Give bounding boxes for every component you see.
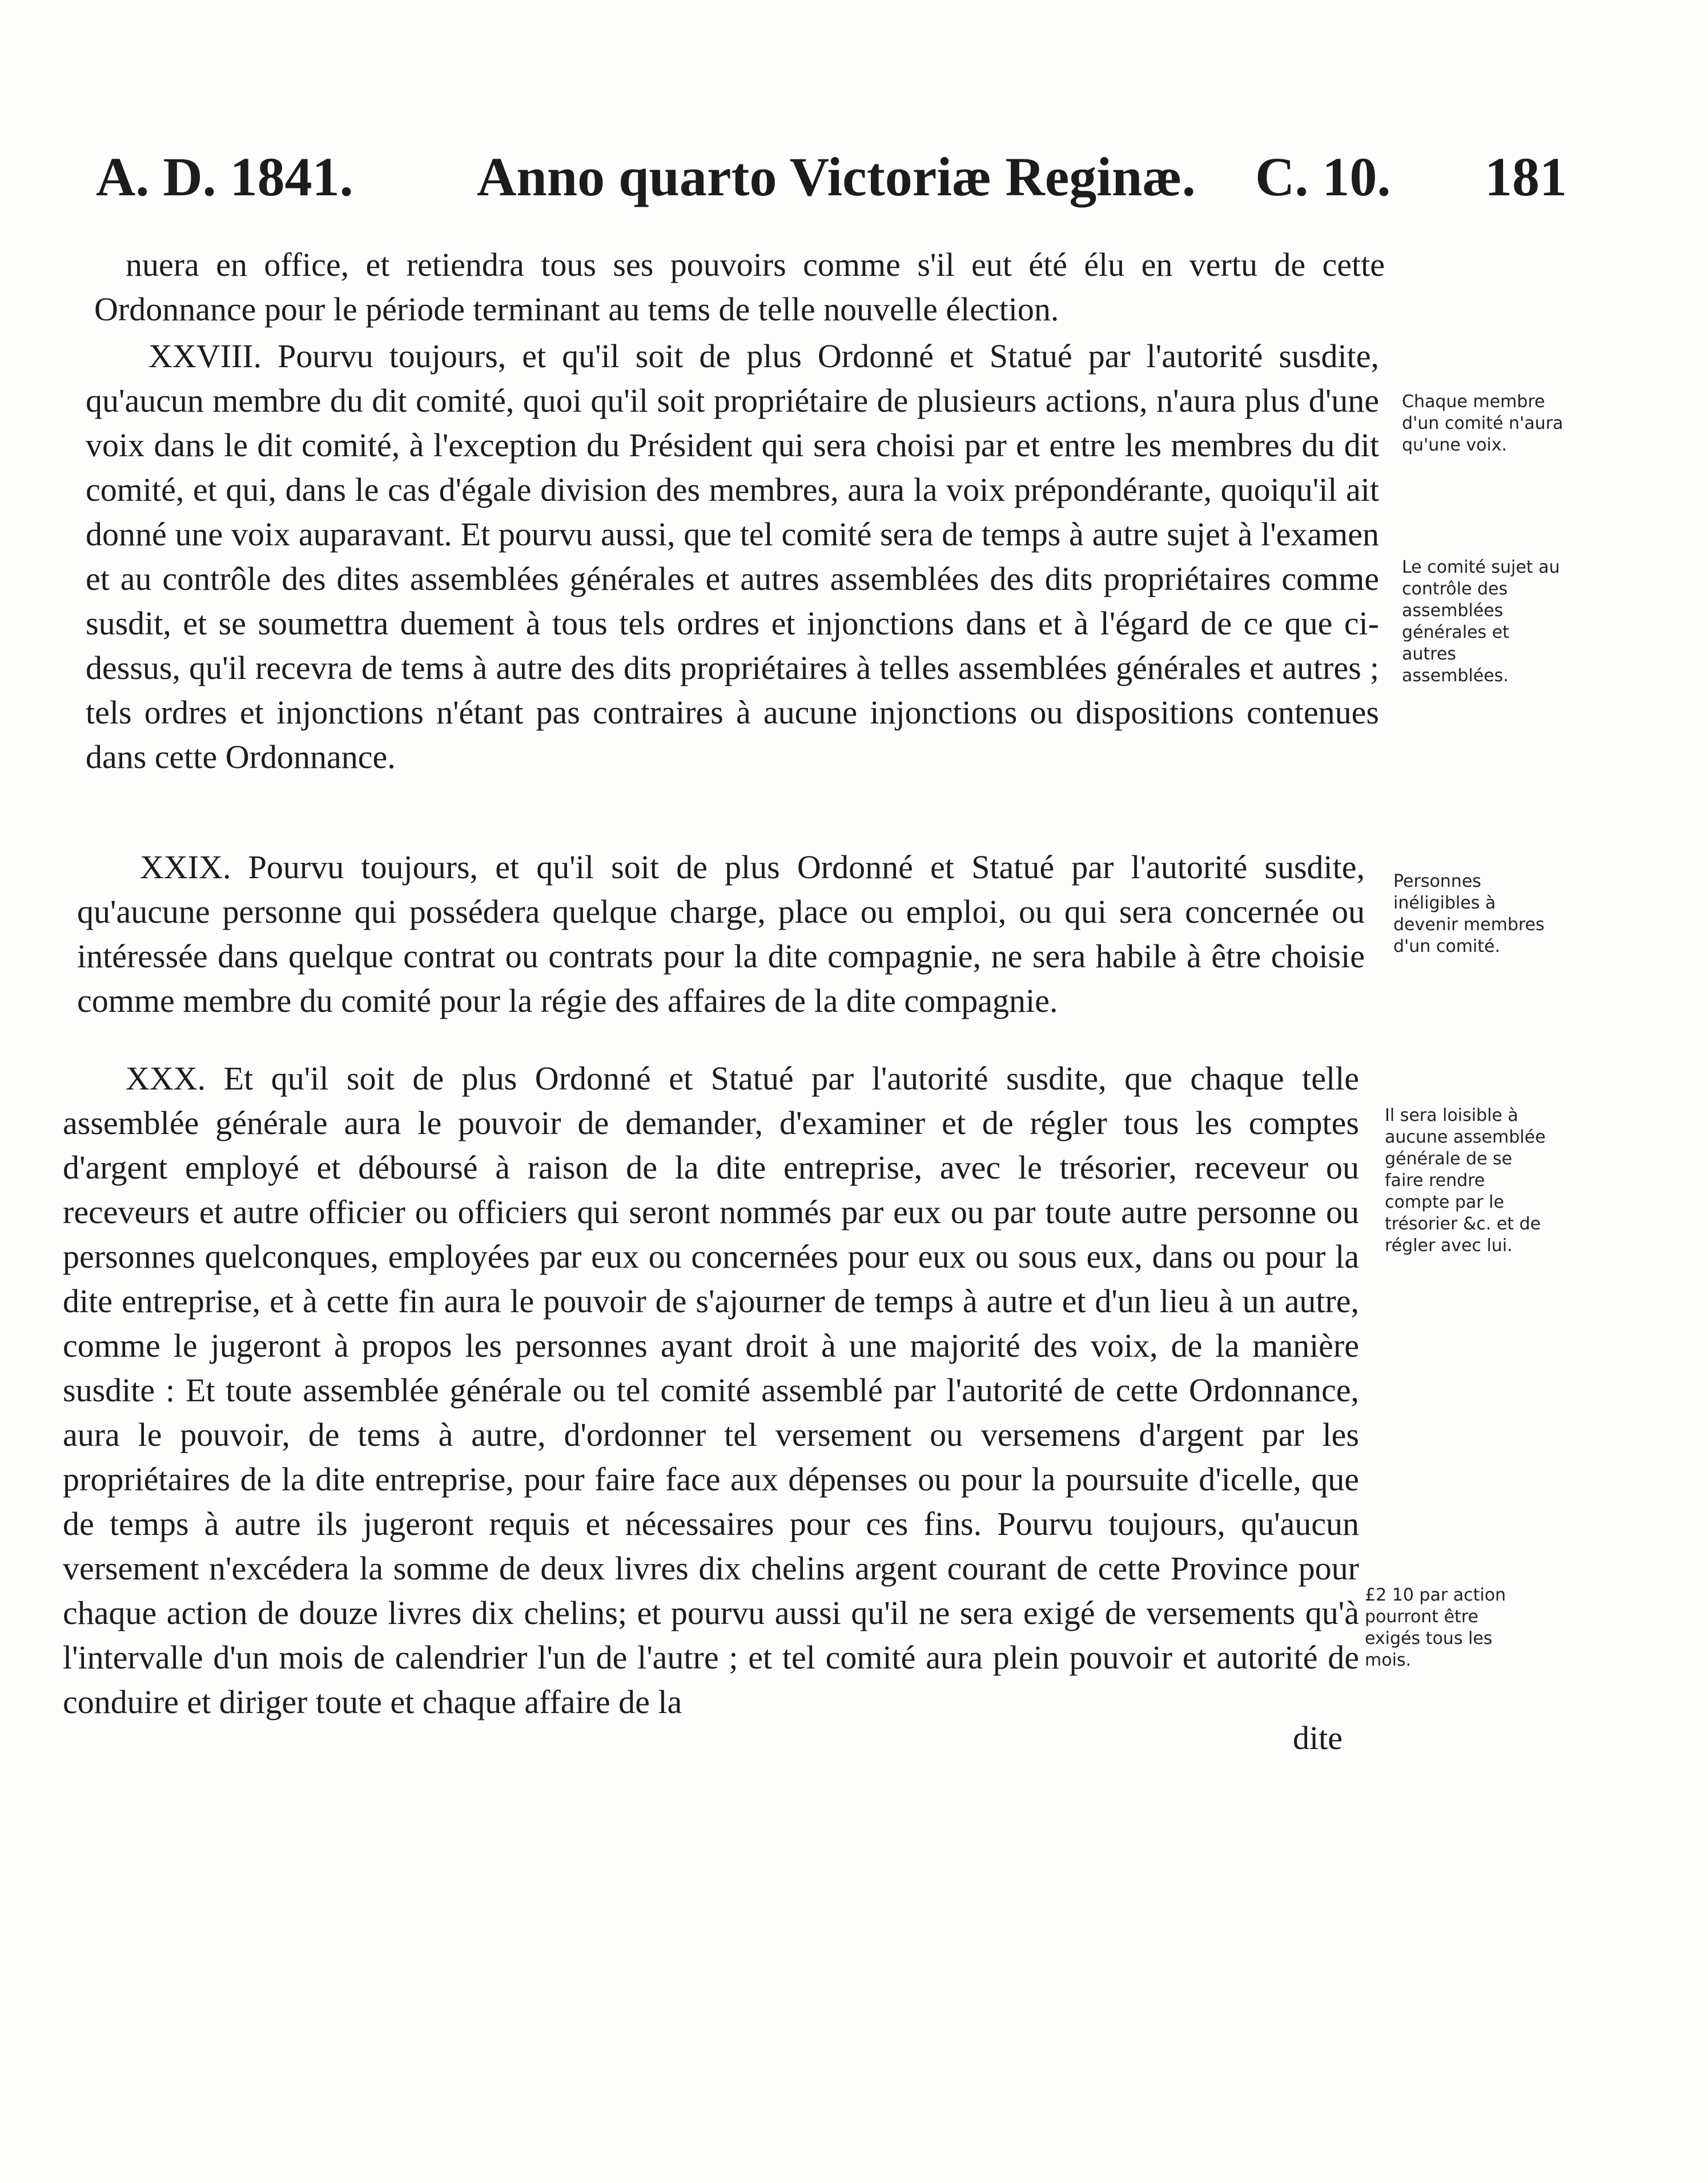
catchword: dite — [1293, 1719, 1343, 1756]
opening-text: nuera en office, et retiendra tous ses pouvoirs comme s'il eut été élu en vertu de cette Ordonnance pour le période terminant au tems de telle nouvelle élection. — [94, 246, 1385, 328]
margin-note: £2 10 par action pourront être exigés tous les mois. — [1365, 1585, 1506, 1670]
header-title: Anno quarto Victoriæ Reginæ. — [477, 146, 1196, 207]
margin-note: Le comité sujet au contrôle des assemblées générales et autres assemblées. — [1402, 557, 1560, 686]
section-text: Et qu'il soit de plus Ordonné et Statué par l'autorité susdite, que chaque telle assemblée générale aura le pouvoir de demander, d'examiner et de régler tous les comptes d'argent employé et déboursé à raison de la dite entreprise, avec le trésorier, receveur ou receveurs et autre officier ou officiers qui seront nommés par eux ou par toute autre personne ou personnes quelconques, employées par eux ou concernées pour eux ou sous eux, dans ou pour la dite entreprise, et à cette fin aura le pouvoir de s'ajourner de temps à autre et d'un lieu à un autre, comme le jugeront à propos les personnes ayant droit à une majorité des voix, de la manière susdite : Et toute assemblée générale ou tel comité assemblé par l'autorité de cette Ordonnance, aura le pouvoir, de tems à autre, d'ordonner tel versement ou versemens d'argent par les propriétaires de la dite entreprise, pour faire face aux dépenses ou pour la poursuite d'icelle, que de temps à autre ils jugeront requis et nécessaires pour ces fins. Pourvu toujours, qu'aucun versement n'excédera la somme de deux livres dix chelins argent courant de cette Province pour chaque action de douze livres dix chelins; et pourvu aussi qu'il ne sera exigé de versements qu'à l'intervalle d'un mois de calendrier l'un de l'autre ; et tel comité aura plein pouvoir et autorité de conduire et diriger toute et chaque affaire de la — [63, 1060, 1359, 1720]
section-number: XXIX. — [140, 849, 231, 886]
section-28 — [86, 334, 1379, 779]
section-text: Pourvu toujours, et qu'il soit de plus Ordonné et Statué par l'autorité susdite, qu'aucun membre du dit comité, quoi qu'il soit propriétaire de plusieurs actions, n'aura plus d'une voix dans le dit comité, à l'exception du Président qui sera choisi par et entre les membres du dit comité, et qui, dans le cas d'égale division des membres, aura la voix prépondérante, quoiqu'il ait donné une voix auparavant. Et pourvu aussi, que tel comité sera de temps à autre sujet à l'examen et au contrôle des dites assemblées générales et autres assemblées des dits propriétaires comme susdit, et se soumettra duement à tous tels ordres et injonctions dans et à l'égard de ce que ci-dessus, qu'il recevra de tems à autre des dits propriétaires à telles assemblées générales et autres ; tels ordres et injonctions n'étant pas contraires à aucune injonctions ou dispositions contenues dans cette Ordonnance. — [86, 337, 1379, 775]
header-year: A. D. 1841. — [96, 146, 353, 207]
section-text: Pourvu toujours, et qu'il soit de plus Ordonné et Statué par l'autorité susdite, qu'aucune personne qui possédera quelque charge, place ou emploi, ou qui sera concernée ou intéressée dans quelque contrat ou contrats pour la dite compagnie, ne sera habile à être choisie comme membre du comité pour la régie des affaires de la dite compagnie. — [77, 849, 1365, 1019]
header-chapter: C. 10. — [1255, 146, 1391, 207]
running-header — [0, 140, 1708, 214]
section-number: XXX. — [126, 1060, 206, 1097]
section-number: XXVIII. — [148, 337, 262, 375]
section-30 — [63, 1056, 1359, 1724]
margin-note: Personnes inéligibles à devenir membres d'un comité. — [1393, 871, 1545, 956]
page-number: 181 — [1485, 146, 1567, 207]
opening-paragraph — [94, 243, 1385, 332]
margin-note: Il sera loisible à aucune assemblée générale de se faire rendre compte par le trésorier &c. et de régler avec lui. — [1385, 1105, 1546, 1256]
margin-note: Chaque membre d'un comité n'aura qu'une voix. — [1402, 392, 1564, 455]
section-29 — [77, 845, 1365, 1023]
